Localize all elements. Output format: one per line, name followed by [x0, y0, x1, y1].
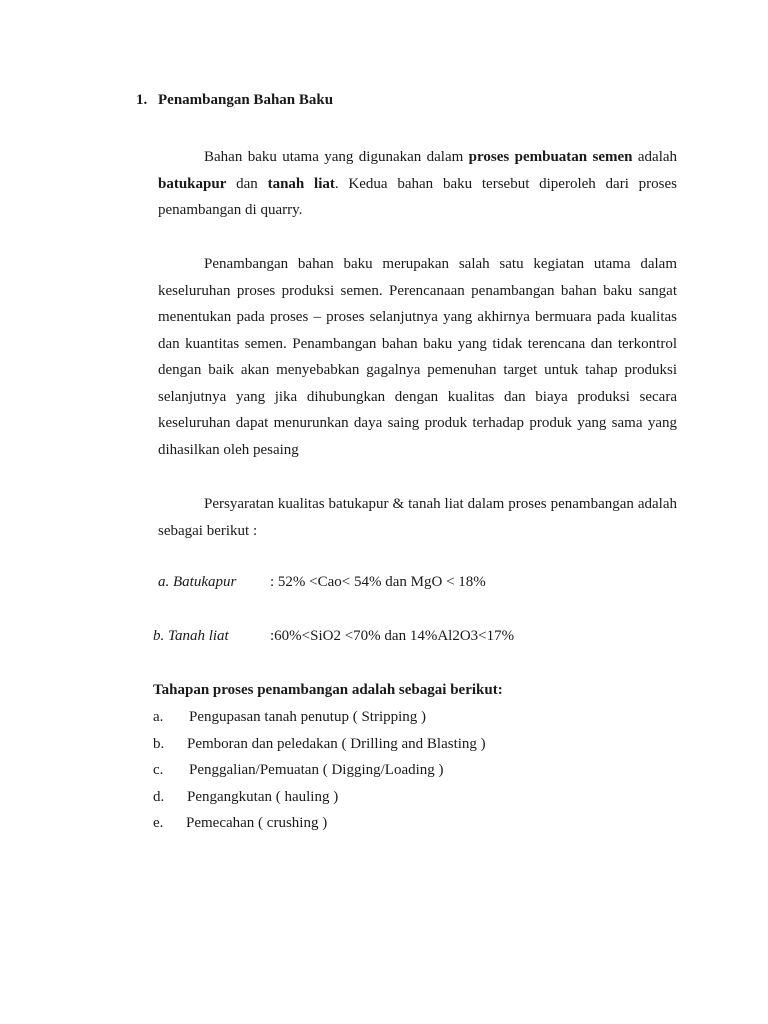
- list-item-letter: e.: [153, 815, 164, 831]
- steps-title: Tahapan proses penambangan adalah sebagai berikut:: [153, 682, 503, 698]
- section-title: Penambangan Bahan Baku: [158, 92, 334, 108]
- list-item: [153, 789, 338, 806]
- list-item-text: Penggalian/Pemuatan ( Digging/Loading ): [189, 762, 444, 778]
- list-item-text: Pengupasan tanah penutup ( Stripping ): [189, 709, 427, 725]
- list-item-letter: b.: [153, 736, 165, 752]
- requirement-limestone-value: : 52% <Cao< 54% dan MgO < 18%: [270, 574, 486, 590]
- bold-term-cement-process: proses pembuatan semen: [468, 149, 633, 165]
- list-item: [153, 736, 486, 753]
- paragraph-1-text: . Kedua bahan baku tersebut diperoleh dari proses penambangan di quarry.: [158, 175, 677, 218]
- list-item-letter: d.: [153, 789, 165, 805]
- paragraph-1: [158, 144, 677, 224]
- list-item: [153, 762, 444, 779]
- list-item-text: Pemboran dan peledakan ( Drilling and Blasting ): [187, 736, 486, 752]
- list-item: [153, 709, 426, 726]
- paragraph-3: Persyaratan kualitas batukapur & tanah liat dalam proses penambangan adalah sebagai berikut :: [158, 496, 677, 539]
- list-item: [153, 815, 327, 832]
- paragraph-1-text: dan: [226, 175, 268, 192]
- list-item-text: Pengangkutan ( hauling ): [187, 789, 339, 805]
- paragraph-1-text: Bahan baku utama yang digunakan dalam: [204, 149, 469, 165]
- list-item-text: Pemecahan ( crushing ): [186, 815, 328, 831]
- bold-term-clay: tanah liat: [267, 175, 335, 192]
- list-item-letter: a.: [153, 709, 164, 725]
- section-heading: [136, 92, 333, 109]
- requirement-limestone-label: a. Batukapur: [158, 574, 237, 590]
- list-item-letter: c.: [153, 762, 164, 778]
- requirement-clay-label: b. Tanah liat: [153, 628, 229, 644]
- paragraph-1-text: adalah: [632, 149, 678, 165]
- section-number: 1.: [136, 92, 148, 108]
- paragraph-2: Penambangan bahan baku merupakan salah satu kegiatan utama dalam keseluruhan proses produksi semen. Perencanaan penambangan bahan baku sangat menentukan pada proses – proses selanjutnya yang akhirnya bermuara pada kualitas dan kuantitas semen. Penambangan bahan baku yang tidak terencana dan terkontrol dengan baik akan menyebabkan gagalnya pemenuhan target untuk tahap produksi selanjutnya yang jika dihubungkan dengan kualitas dan biaya produksi secara keseluruhan dapat menurunkan daya saing produk terhadap produk yang sama yang dihasilkan oleh pesaing: [158, 256, 677, 458]
- bold-term-limestone: batukapur: [158, 175, 227, 192]
- requirement-clay-value: :60%<SiO2 <70% dan 14%Al2O3<17%: [270, 628, 515, 644]
